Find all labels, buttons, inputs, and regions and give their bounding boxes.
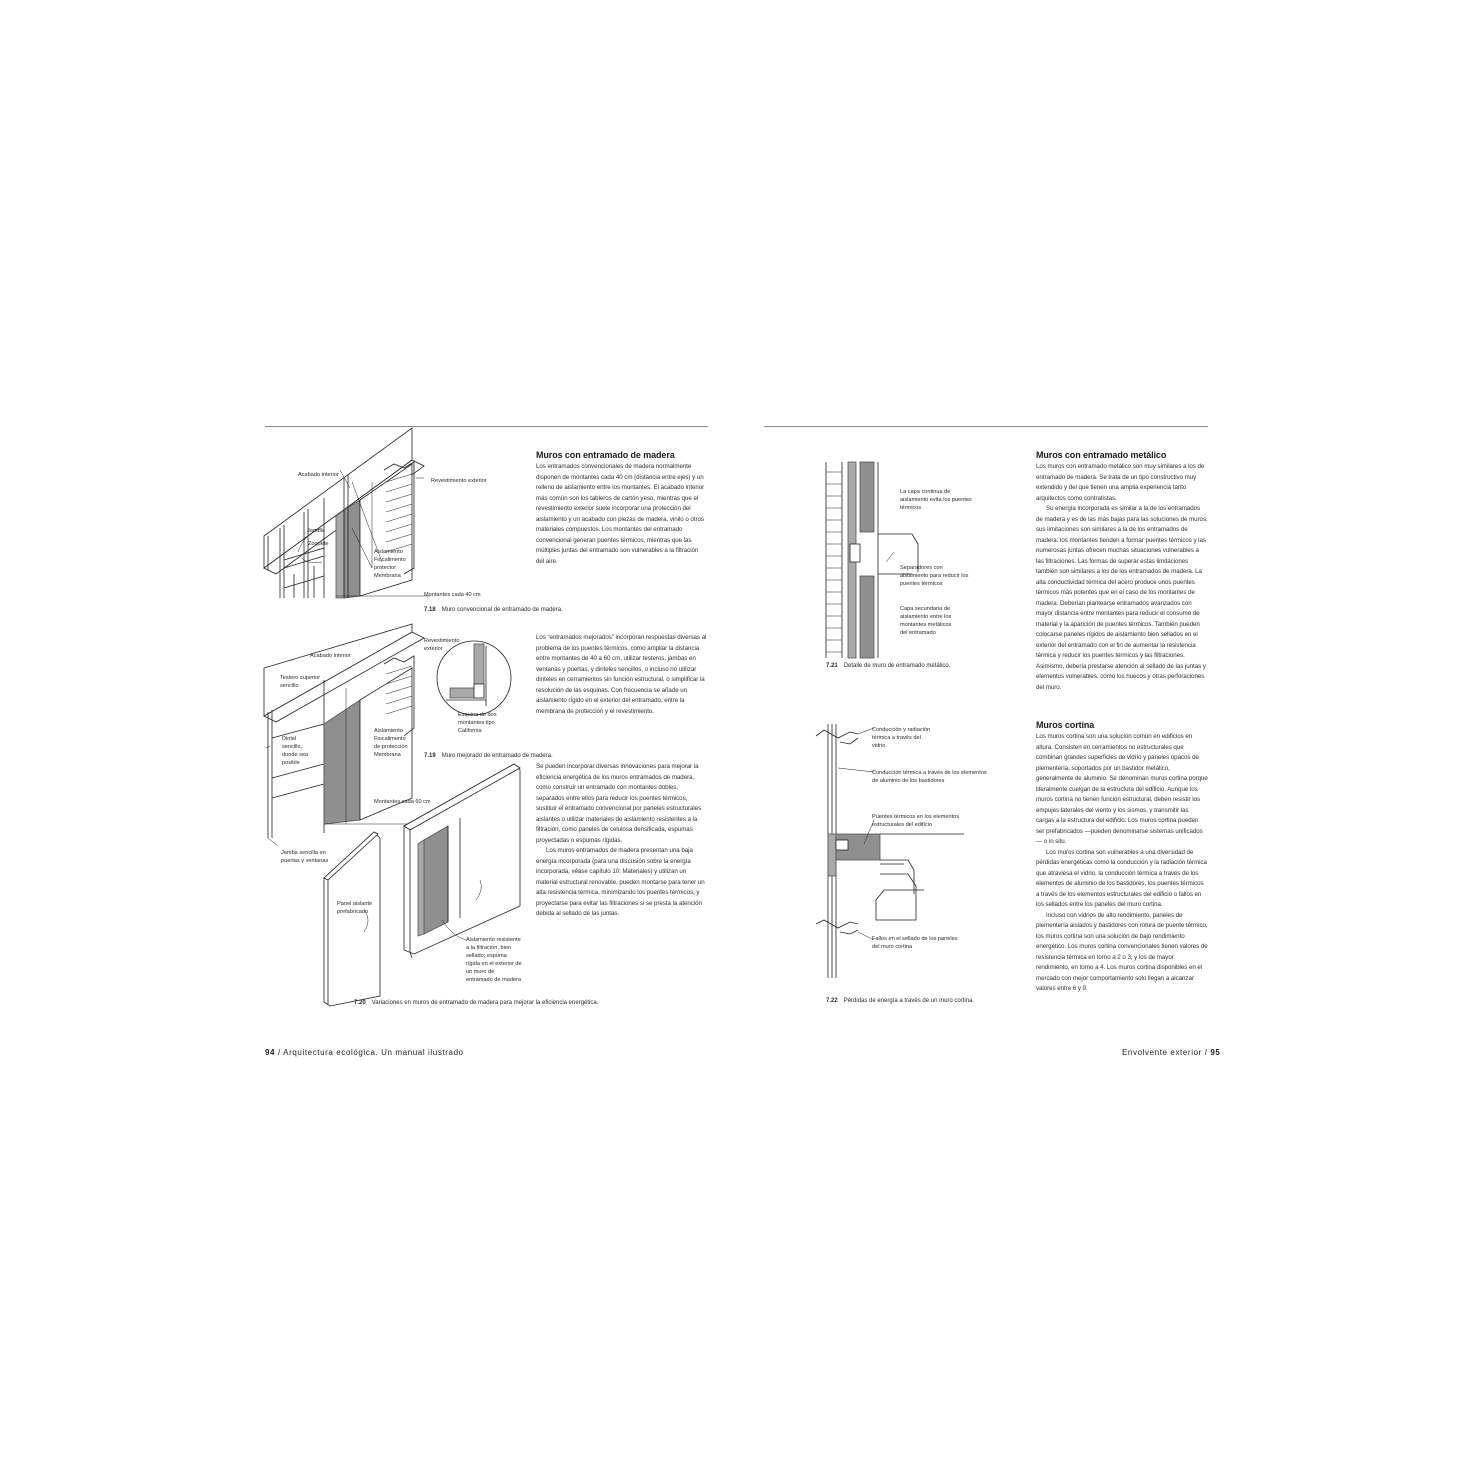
label-line: de protección — [374, 744, 408, 750]
label-separadores: Separadores con aislamiento para reducir los puentes térmicos — [900, 565, 969, 587]
figure-number: 7.20 — [354, 1000, 366, 1006]
label-montantes-60: Montantes cada 60 cm — [374, 799, 431, 805]
figure-7-22-caption — [826, 997, 974, 1006]
label-capa-secundaria: Capa secundaria de aislamiento entre los montantes metálicos del entramado — [900, 606, 952, 636]
caption-text: Variaciones en muros de entramado de madera para mejorar la eficiencia energética. — [371, 1000, 599, 1006]
label-line: Membrana — [374, 573, 401, 579]
label-jamba: Jamba — [307, 528, 324, 534]
figure-7-21-caption — [826, 662, 950, 671]
figure-7-18-caption — [424, 606, 563, 615]
section-title-curtain-wall: Muros cortina — [1036, 720, 1095, 730]
caption-text: Pérdidas de energía a través de un muro cortina. — [843, 998, 975, 1004]
page-number: 94 — [265, 1048, 276, 1057]
paragraph-text: Los muros entramados de madera presentan una baja energía incorporada (para una discusión sobre la energía incorporada, véase capítulo 10: Materiales) y utilizan un material estructural renovable, pueden montarse para tener un alta resistencia térmica, minimizando los puentes térmicos, y proyectarse para evitar las filtraciones si se presta la atención debida al sellado de las juntas. — [536, 847, 705, 917]
label-conduccion-vidrio: Conducción y radiación térmica a través del vidrio — [872, 727, 931, 749]
label-line: protector — [374, 565, 397, 571]
label-line: Fiocalimento — [374, 736, 406, 742]
label-line: Membrana — [374, 752, 401, 758]
left-page-top-rule — [265, 426, 708, 427]
label-line: Aislamiento — [374, 728, 403, 734]
paragraph-text: Los “entramados mejorados” incorporan respuestas diversas al problema de los puentes térmicos, como ampliar la distancia entre montantes de 40 a 60 cm, utilizar testeros, jambas en ventanas y puertas, y dinteles sencillos, o incluso no utilizar dinteles en cerramientos sin función estructural, o simplificar la resolución de las esquinas. Con frecuencia se añade un aislamiento rígido en el exterior del entramado, entre la membrana de protección y el revestimiento. — [536, 634, 707, 715]
caption-text: Muro mejorado de entramado de madera. — [441, 753, 553, 759]
paragraph-text: Se pueden incorporar diversas innovaciones para mejorar la eficiencia energética de los muros entramados de madera, como construir un entramado con montantes dobles, separados entre ellos para reducir los puentes térmicos, sustituir el entramado convencional por paneles estructurales aislantes o utilizar materiales de aislamiento resistentes a la filtración, como paneles de celulosa densificada, espumas proyectadas o espumas rígidas. — [536, 763, 702, 844]
figure-number: 7.22 — [826, 998, 838, 1004]
steel-frame-paragraphs — [1036, 462, 1208, 693]
section-title-steel-frame: Muros con entramado metálico — [1036, 450, 1167, 460]
figure-number: 7.19 — [424, 753, 436, 759]
caption-text: Muro convencional de entramado de madera. — [441, 607, 563, 613]
label-fallos-sellado: Fallos en el sellado de los paneles del muro cortina — [872, 936, 958, 950]
label-acabado-interior: Acabado interior — [298, 472, 339, 478]
label-aislamiento — [374, 548, 434, 580]
right-page-folio — [1122, 1048, 1220, 1058]
wood-frame-paragraph-2 — [536, 633, 708, 717]
label-montantes-40: Montantes cada 40 cm — [424, 592, 481, 598]
label-testero-superior: Testero superior sencillo — [280, 675, 321, 689]
paragraph-text: Los muros cortina son una solución común en edificios en altura. Consisten en cerramientos no estructurales que combinan grandes superficies de vidrio y paneles opacos de plementería, soportados por un bastidor metálico, generalmente de aluminio. Se denominan muros cortina porque literalmente cuelgan de la estructura del edificio. Aunque los muros cortina no tienen función estructural, deben resistir los empujes laterales del viento y los sismos, y transmitir las cargas a la estructura del edificio. Los muros cortina pueden ser prefabricados —pueden denominarse sistemas unificados— o in situ. — [1036, 733, 1208, 845]
label-capa-continua: La capa continua de aislamiento evita los puentes térmicos — [900, 489, 972, 511]
label-acabado-interior-2: Acabado interior — [310, 653, 351, 659]
wood-frame-paragraph-3 — [536, 762, 708, 920]
caption-text: Detalle de muro de entramado metálico. — [843, 663, 951, 669]
label-line: Fiocalimento — [374, 557, 406, 563]
chapter-title: Envolvente exterior / — [1122, 1048, 1208, 1057]
curtain-wall-paragraphs — [1036, 732, 1208, 995]
paragraph-text: Los entramados convencionales de madera normalmente disponen de montantes cada 40 cm (distancia entre ejes) y un relleno de aislamiento entre los montantes. El acabado interior más común son los tableros de cartón yeso, mientras que el revestimiento exterior suele incorporar una protección del aislamiento y un acabado con piezas de madera, vinilo o otros materiales compuestos. Los montantes del entramado convencional generan puentes térmicos, mientras que las múltiples juntas del entramado son vulnerables a la filtración del aire. — [536, 463, 705, 565]
wood-frame-paragraph-1 — [536, 462, 708, 567]
paragraph-text: Incluso con vidrios de alto rendimiento, paneles de plementería aislados y bastidores con rotura de puente térmico, los muros cortina son una solución de bajo rendimiento energético. Los muros cortina convencionales tienen valores de resistencia térmica en torno a 2 o 3, y los de mayor rendimiento, en torno a 4. Los muros cortina disponibles en el mercado con mejor comportamiento solo llegan a alcanzar valores entre 6 y 9. — [1036, 911, 1208, 992]
right-page-top-rule — [764, 426, 1208, 427]
paragraph-text: Los muros con entramado metálico son muy similares a los de entramado de madera. Se trata de un tipo constructivo muy extendido y del que tienen una amplia experiencia tanto arquitectos como contratistas. — [1036, 463, 1205, 502]
paragraph-text: Los muros cortina son vulnerables a una diversidad de pérdidas energéticas como la conducción y la radiación térmica que atraviesa el vidrio, la conducción térmica a través de los elementos de aluminio de los bastidores, los puentes térmicos a través de los elementos estructurales del edificio o fallos en los sellados entre los paneles del muro cortina. — [1036, 848, 1207, 908]
section-title-wood-frame: Muros con entramado de madera — [536, 450, 675, 460]
label-zoquete: Zoquete — [308, 541, 329, 547]
label-aislamiento-resistente: Aislamiento resistente a la filtración, bien sellado; espuma rígida en el exterior de un muro de entramado de madera — [466, 937, 522, 983]
label-conduccion-aluminio: Conducción térmica a través de los elementos de aluminio de los bastidores — [872, 770, 987, 784]
figure-7-20-caption — [354, 999, 598, 1008]
label-revestimiento-exterior: Revestimiento exterior — [431, 478, 487, 484]
paragraph-text: Su energía incorporada es similar a la de los entramados de madera y es de las más bajas para las soluciones de muros; sus limitaciones son similares a la de los entramados de madera: los montantes tienden a formar puentes térmicos y las numerosas juntas ofrecen muchas situaciones vulnerables a las filtraciones. Las formas de superar estas limitaciones también son similares a los de los entramados de madera. La alta conductividad térmica del acero produce unos puentes térmicos más potentes que en el caso de los montantes de madera. Deberían plantearse entramados avanzados con mayor distancia entre montantes para reducir el consumo de material y la aparición de puentes térmicos. También pueden colocarse paneles rígidos de aislamiento bien sellados en el exterior del entramado con el fin de aumentar la resistencia térmica y reducir los puentes térmicos y las filtraciones. Asimismo, debería prestarse atención al sellado de las juntas y elementos vulnerables, como los huecos y otras perforaciones del muro. — [1036, 505, 1208, 691]
label-jamba-sencilla: Jamba sencilla en puertas y ventanas — [281, 850, 329, 864]
label-dintel-sencillo: Dintel sencillo, donde sea posible — [282, 736, 309, 766]
left-page-folio — [265, 1048, 464, 1058]
label-line: Aislamiento — [374, 549, 403, 555]
page-number: 95 — [1210, 1048, 1221, 1057]
label-revestimiento-exterior-2: Revestimiento exterior — [424, 638, 460, 652]
figure-number: 7.21 — [826, 663, 838, 669]
label-puentes-termicos: Puentes térmicos en los elementos estructurales del edificio — [872, 814, 960, 828]
figure-number: 7.18 — [424, 607, 436, 613]
label-esquina-california: Esquina de dos montantes tipo California — [458, 712, 497, 734]
label-panel-aislante: Panel aislante prefabricado — [337, 901, 373, 915]
figure-7-18-drawing — [264, 448, 444, 608]
book-title: / Arquitectura ecológica. Un manual ilustrado — [277, 1048, 464, 1057]
